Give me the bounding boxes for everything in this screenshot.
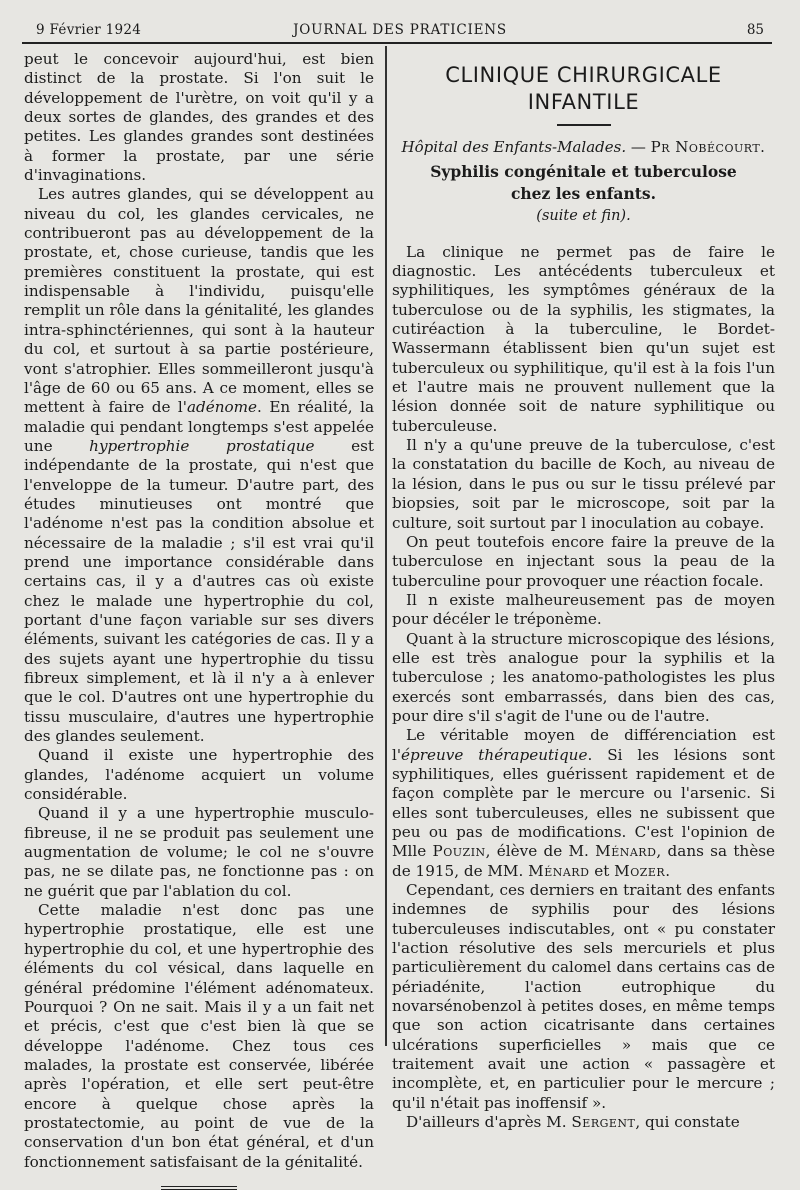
section-title: CLINIQUE CHIRURGICALE INFANTILE	[445, 63, 722, 114]
right-column	[392, 60, 775, 1133]
paragraph: On peut toutefois encore faire la preuve de la tuberculose en injectant sous la peau de la tuberculine pour provoquer une réaction focale.	[392, 532, 775, 590]
paragraph: Le véritable moyen de différenciation est l'épreuve thérapeutique. Si les lésions sont syphilitiques, elles guérissent rapidement et de façon complète par le mercure ou l'arsenic. Si elles sont tuberculeuses, elles ne subissent que peu ou pas de modifications. C'est l'opinion de Mlle Pouzin, élève de M. Ménard, dans sa thèse de 1915, de MM. Ménard et Mozer.	[392, 726, 776, 880]
paragraph: Il n existe malheureusement pas de moyen pour décéler le tréponème.	[392, 590, 775, 629]
paragraph: Les autres glandes, qui se développent au niveau du col, les glandes cervicales, ne contribueront pas au développement de la prostate, et, chose curieuse, tandis que les premières constituent la prostate, qui est indispensable à l'individu, puisqu'elle remplit un rôle dans la génitalité, les glandes intra-sphinctériennes, qui sont à la hauteur du col, et surtout à sa partie postérieure, vont s'atrophier. Elles sommeilleront jusqu'à l'âge de 60 ou 65 ans. A ce moment, elles se mettent à faire de l'adénome. En réalité, la maladie qui pendant longtemps s'est appelée une hypertrophie prostatique est indépendante de la prostate, qui n'est que l'enveloppe de la tumeur. D'autre part, des études minutieuses ont montré que l'adénome n'est pas la condition absolue et nécessaire de la maladie ; s'il est vrai qu'il prend une importance considérable dans certains cas, il y a d'autres cas où existe chez le malade une hypertrophie du col, portant d'une façon variable sur ses divers éléments, suivant les catégories de cas. Il y a des sujets ayant une hypertrophie du tissu fibreux simplement, et là il n'y a à enlever que le col. D'autres ont une hypertrophie du tissu musculaire, d'autres une hypertrophie des glandes seulement.	[24, 185, 374, 746]
left-column	[24, 50, 374, 1190]
paragraph: Quand il y a une hypertrophie musculo-fibreuse, il ne se produit pas seulement une augmentation de volume; le col ne s'ouvre pas, ne se dilate pas, ne fonctionne pas : on ne guérit que par l'ablation du col.	[24, 804, 374, 900]
paragraph: Il n'y a qu'une preuve de la tuberculose, c'est la constatation du bacille de Koch, au niveau de la lésion, dans le pus ou sur le tissu prélevé par biopsies, soit par le microscope, soit par la culture, soit surtout par l inoculation au cobaye.	[392, 436, 775, 532]
title-rule	[557, 124, 611, 126]
article-end-rule	[161, 1186, 237, 1190]
paragraph: Cependant, ces derniers en traitant des enfants indemnes de syphilis pour des lésions tuberculeuses indiscutables, ont « pu constater l'action résolutive des sels mercuriels et plus particulièrement du calomel dans certains cas de périadénite, l'action eutrophique du novarsénobenzol à petites doses, en même temps que son action cicatrisante dans certaines ulcérations superficielles » mais que ce traitement avait une action « passagère et incomplète, et, en particulier pour le mercure ; qu'il n'était pas inoffensif ».	[392, 881, 775, 1112]
paragraph: Quand il existe une hypertrophie des glandes, l'adénome acquiert un volume considérable.	[24, 746, 374, 804]
paragraph: peut le concevoir aujourd'hui, est bien distinct de la prostate. Si l'on suit le développement de l'urètre, on voit qu'il y a deux sortes de glandes, des grandes et des petites. Les glandes grandes sont destinées à former la prostate, par une série d'invaginations.	[24, 50, 374, 185]
page-number: 85	[746, 22, 764, 38]
page-header	[28, 20, 772, 40]
lecture-source: Hôpital des Enfants-Malades. — Pr Nobécourt.	[401, 138, 766, 156]
paragraph: La clinique ne permet pas de faire le diagnostic. Les antécédents tuberculeux et syphilitiques, les symptômes généraux de la tuberculose ou de la syphilis, les stigmates, la cutiréaction à la tuberculine, le Bordet-Wassermann établissent bien qu'un sujet est tuberculeux ou syphilitique, qu'il est à la fois l'un et l'autre mais ne prouvent nullement que la lésion donnée soit de nature syphilitique ou tuberculeuse.	[392, 242, 775, 435]
issue-date: 9 Février 1924	[36, 22, 142, 38]
paragraph: D'ailleurs d'après M. Sergent, qui constate	[406, 1113, 740, 1132]
paragraph: Quant à la structure microscopique des lésions, elle est très analogue pour la syphilis et la tuberculose ; les anatomo-pathologistes les plus exercés sont embarrassés, dans bien des cas, pour dire s'il s'agit de l'une ou de l'autre.	[392, 629, 775, 725]
header-rule	[22, 42, 772, 44]
journal-title: JOURNAL DES PRATICIENS	[293, 22, 507, 38]
paragraph: Cette maladie n'est donc pas une hypertrophie prostatique, elle est une hypertrophie du col, et une hypertrophie des éléments du col vésical, dans laquelle en général prédomine l'élément adénomateux. Pourquoi ? On ne sait. Mais il y a un fait net et précis, c'est que c'est bien là que se développe l'adénome. Chez tous ces malades, la prostate est conservée, libérée après l'opération, et elle sert peut-être encore à quelque chose après la prostatectomie, au point de vue de la conservation d'un bon état général, et d'un fonctionnement satisfaisant de la génitalité.	[24, 901, 374, 1171]
column-divider	[385, 46, 387, 1046]
lecture-title: Syphilis congénitale et tuberculose chez les enfants.	[430, 162, 737, 204]
lecture-subtitle: (suite et fin).	[536, 208, 631, 225]
